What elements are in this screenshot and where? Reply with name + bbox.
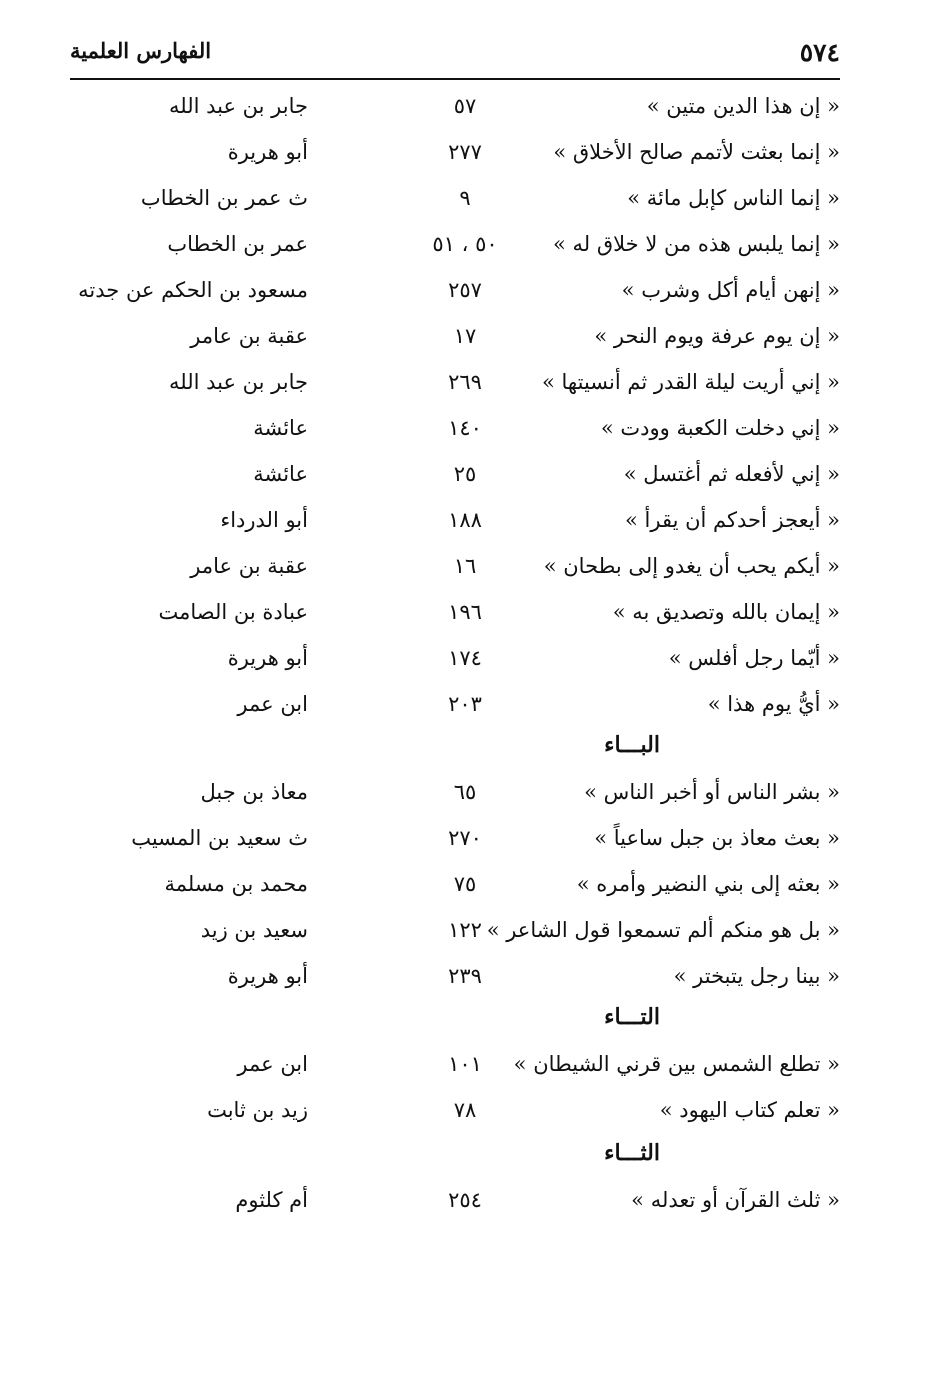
narrator: ث سعيد بن المسيب xyxy=(131,826,308,850)
hadith-text: « إني أريت ليلة القدر ثم أنسيتها » xyxy=(542,370,840,394)
section-heading-ba xyxy=(70,726,840,772)
hadith-text: « إنما يلبس هذه من لا خلاق له » xyxy=(553,232,840,256)
index-entry xyxy=(70,1044,840,1090)
narrator: أبو هريرة xyxy=(227,964,308,988)
section-heading-label: الثـــاء xyxy=(604,1140,660,1166)
index-entry xyxy=(70,500,840,546)
hadith-text: « أيكم يحب أن يغدو إلى بطحان » xyxy=(543,554,840,578)
narrator: أبو هريرة xyxy=(227,140,308,164)
page-ref: ٦٥ xyxy=(453,780,477,804)
page-header xyxy=(70,38,840,74)
index-entry xyxy=(70,684,840,730)
narrator: جابر بن عبد الله xyxy=(168,94,308,118)
index-entry xyxy=(70,638,840,684)
hadith-text: « إنما بعثت لأتمم صالح الأخلاق » xyxy=(553,140,840,164)
narrator: عقبة بن عامر xyxy=(190,324,308,348)
hadith-text: « تطلع الشمس بين قرني الشيطان » xyxy=(513,1052,840,1076)
narrator: محمد بن مسلمة xyxy=(164,872,308,896)
index-entry xyxy=(70,408,840,454)
header-rule xyxy=(70,78,840,80)
hadith-text: « أيُّ يوم هذا » xyxy=(707,692,840,716)
page-ref: ١٤٠ xyxy=(448,416,482,440)
hadith-text: « بشر الناس أو أخبر الناس » xyxy=(584,780,840,804)
index-entry xyxy=(70,772,840,818)
narrator: ث عمر بن الخطاب xyxy=(140,186,308,210)
narrator: عائشة xyxy=(253,462,308,486)
index-entry xyxy=(70,1180,840,1226)
narrator: ابن عمر xyxy=(237,1052,308,1076)
hadith-text: « إن هذا الدين متين » xyxy=(646,94,840,118)
page-ref: ١٦ xyxy=(453,554,477,578)
section-heading-ta xyxy=(70,998,840,1044)
page-number: ٥٧٤ xyxy=(799,38,840,67)
page-ref: ٧٥ xyxy=(453,872,477,896)
page-ref: ١٨٨ xyxy=(448,508,482,532)
page-ref: ٧٨ xyxy=(453,1098,477,1122)
hadith-text: « إني لأفعله ثم أغتسل » xyxy=(623,462,840,486)
index-entry xyxy=(70,178,840,224)
page-ref: ١٩٦ xyxy=(448,600,482,624)
index-entry xyxy=(70,546,840,592)
index-entry xyxy=(70,132,840,178)
narrator: عائشة xyxy=(253,416,308,440)
hadith-text: « أيّما رجل أفلس » xyxy=(668,646,840,670)
hadith-text: « إنهن أيام أكل وشرب » xyxy=(621,278,840,302)
hadith-text: « تعلم كتاب اليهود » xyxy=(659,1098,840,1122)
page-ref: ٢٧٠ xyxy=(448,826,482,850)
hadith-text: « إنما الناس كإبل مائة » xyxy=(627,186,840,210)
hadith-text: « بعثه إلى بني النضير وأمره » xyxy=(576,872,840,896)
page-ref: ٢٣٩ xyxy=(448,964,482,988)
page-ref: ١٧ xyxy=(453,324,477,348)
hadith-text: « إيمان بالله وتصديق به » xyxy=(612,600,840,624)
page-ref: ١٢٢ xyxy=(448,918,482,942)
narrator: عمر بن الخطاب xyxy=(167,232,308,256)
page-ref: ٥٧ xyxy=(453,94,477,118)
hadith-text: « بينا رجل يتبختر » xyxy=(673,964,840,988)
page-ref: ٥٠ ، ٥١ xyxy=(432,232,498,256)
narrator: عبادة بن الصامت xyxy=(158,600,308,624)
hadith-text: « بعث معاذ بن جبل ساعياً » xyxy=(594,826,840,850)
narrator: مسعود بن الحكم عن جدته xyxy=(78,278,308,302)
section-heading-label: التـــاء xyxy=(604,1004,660,1030)
index-entry xyxy=(70,454,840,500)
index-entry xyxy=(70,224,840,270)
index-entry xyxy=(70,362,840,408)
index-entry xyxy=(70,864,840,910)
narrator: جابر بن عبد الله xyxy=(168,370,308,394)
narrator: أبو هريرة xyxy=(227,646,308,670)
page-ref: ٢٥ xyxy=(453,462,477,486)
index-entry xyxy=(70,818,840,864)
page-ref: ٢٥٤ xyxy=(448,1188,482,1212)
page-ref: ٩ xyxy=(459,186,471,210)
hadith-text: « إن يوم عرفة ويوم النحر » xyxy=(594,324,840,348)
index-entry xyxy=(70,592,840,638)
narrator: ابن عمر xyxy=(237,692,308,716)
narrator: عقبة بن عامر xyxy=(190,554,308,578)
index-entry xyxy=(70,956,840,1002)
narrator: أم كلثوم xyxy=(235,1188,308,1212)
section-heading-tha xyxy=(70,1134,840,1180)
page-ref: ٢٧٧ xyxy=(448,140,482,164)
page-ref: ٢٠٣ xyxy=(448,692,482,716)
index-entry xyxy=(70,316,840,362)
narrator: سعيد بن زيد xyxy=(200,918,308,942)
index-entry xyxy=(70,86,840,132)
hadith-text: « أيعجز أحدكم أن يقرأ » xyxy=(625,508,840,532)
page-ref: ٢٦٩ xyxy=(448,370,482,394)
index-entry xyxy=(70,270,840,316)
hadith-text: « ثلث القرآن أو تعدله » xyxy=(631,1188,840,1212)
section-heading-label: البـــاء xyxy=(604,732,660,758)
hadith-text: « إني دخلت الكعبة وودت » xyxy=(600,416,840,440)
narrator: معاذ بن جبل xyxy=(200,780,308,804)
narrator: زيد بن ثابت xyxy=(207,1098,308,1122)
hadith-text: « بل هو منكم ألم تسمعوا قول الشاعر » xyxy=(486,918,840,942)
index-entry xyxy=(70,1090,840,1136)
running-title: الفهارس العلمية xyxy=(70,38,212,63)
index-entry xyxy=(70,910,840,956)
narrator: أبو الدرداء xyxy=(220,508,308,532)
page-ref: ٢٥٧ xyxy=(448,278,482,302)
page-ref: ١٧٤ xyxy=(448,646,482,670)
page-ref: ١٠١ xyxy=(448,1052,482,1076)
